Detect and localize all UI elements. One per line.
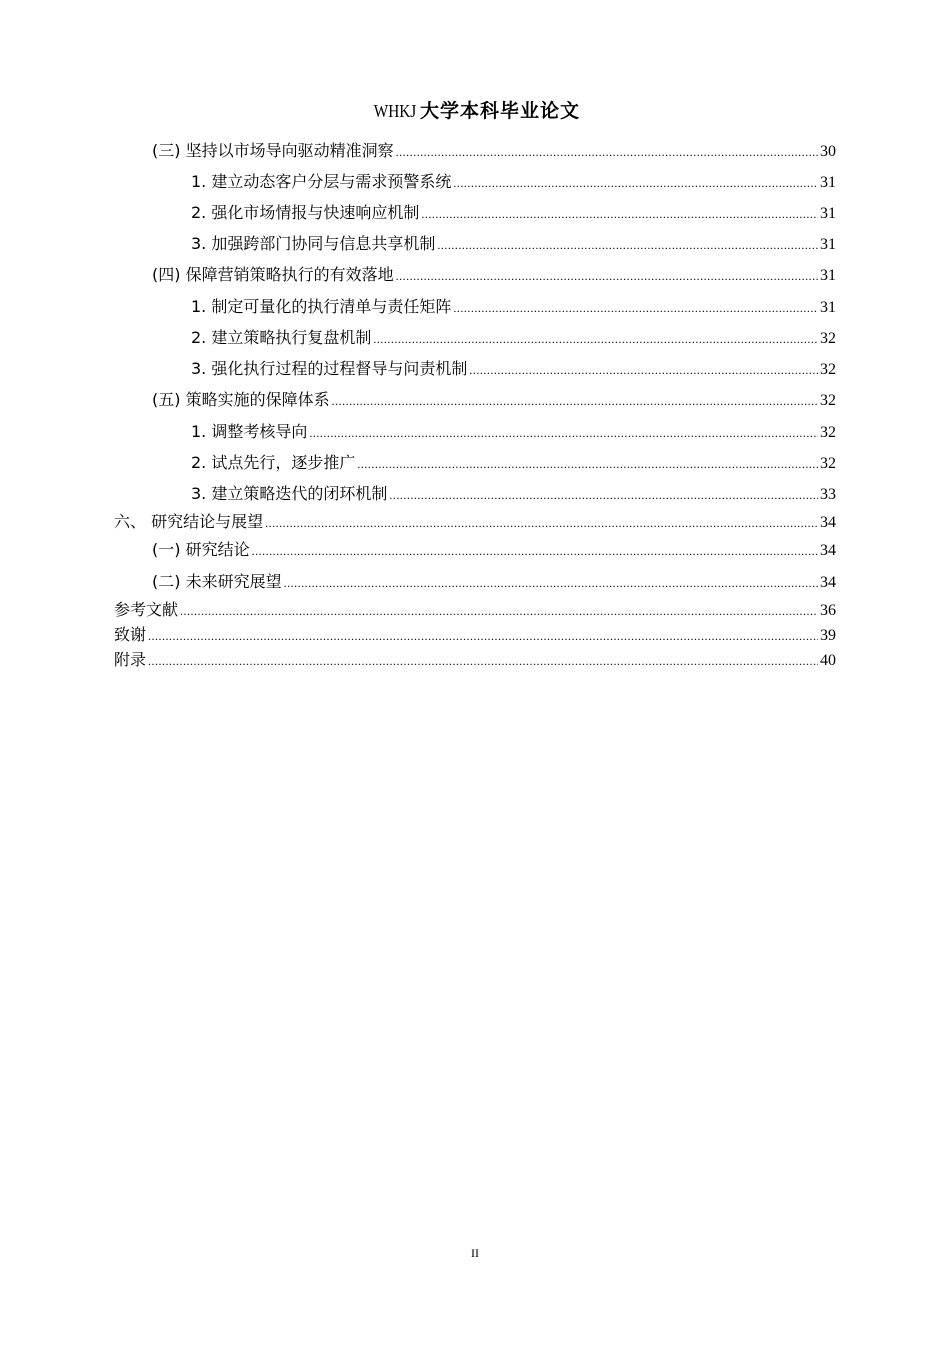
toc-entry-label: 附录 — [114, 650, 147, 669]
toc-entry[interactable] — [191, 297, 836, 318]
header-title-chinese: 大学本科毕业论文 — [419, 100, 580, 122]
toc-leader-dots — [469, 360, 818, 380]
toc-entry-label: 3. 强化执行过程的过程督导与问责机制 — [191, 359, 468, 378]
toc-entry-label: 六、 研究结论与展望 — [114, 512, 264, 531]
toc-entry-label: (四) 保障营销策略执行的有效落地 — [152, 265, 394, 284]
toc-entry[interactable] — [152, 540, 836, 561]
toc-leader-dots — [180, 601, 818, 621]
toc-leader-dots — [332, 391, 818, 411]
toc-leader-dots — [453, 173, 818, 193]
toc-entry-page: 32 — [820, 392, 836, 409]
toc-entry-page: 32 — [820, 455, 836, 472]
toc-entry-page: 34 — [820, 574, 836, 591]
toc-entry-label: 1. 建立动态客户分层与需求预警系统 — [191, 172, 452, 191]
toc-entry-page: 30 — [820, 143, 836, 160]
toc-leader-dots — [284, 573, 818, 593]
toc-leader-dots — [373, 329, 818, 349]
toc-entry-label: 1. 调整考核导向 — [191, 422, 308, 441]
toc-entry-page: 31 — [820, 299, 836, 316]
toc-entry-label: (二) 未来研究展望 — [152, 572, 282, 591]
toc-entry[interactable] — [152, 141, 836, 162]
toc-entry-page: 32 — [820, 361, 836, 378]
toc-entry-page: 31 — [820, 205, 836, 222]
toc-entry[interactable] — [114, 512, 836, 533]
toc-leader-dots — [389, 485, 818, 505]
toc-entry-page: 36 — [820, 602, 836, 619]
toc-leader-dots — [265, 513, 818, 533]
toc-entry-label: 2. 试点先行，逐步推广 — [191, 453, 356, 472]
toc-entry-page: 31 — [820, 267, 836, 284]
toc-leader-dots — [148, 626, 818, 646]
toc-entry-label: 2. 强化市场情报与快速响应机制 — [191, 203, 420, 222]
toc-entry-page: 34 — [820, 542, 836, 559]
toc-leader-dots — [252, 541, 818, 561]
toc-entry-page: 31 — [820, 236, 836, 253]
toc-leader-dots — [421, 204, 818, 224]
toc-entry-label: (三) 坚持以市场导向驱动精准洞察 — [152, 141, 394, 160]
toc-leader-dots — [396, 266, 818, 286]
toc-entry-label: 1. 制定可量化的执行清单与责任矩阵 — [191, 297, 452, 316]
toc-entry[interactable] — [191, 422, 836, 443]
toc-leader-dots — [437, 235, 818, 255]
toc-entry-label: 参考文献 — [114, 600, 179, 619]
toc-leader-dots — [309, 423, 818, 443]
toc-entry-label: (一) 研究结论 — [152, 540, 250, 559]
toc-entry-page: 31 — [820, 174, 836, 191]
toc-entry-label: 3. 加强跨部门协同与信息共享机制 — [191, 234, 436, 253]
toc-entry-page: 32 — [820, 424, 836, 441]
toc-leader-dots — [357, 454, 818, 474]
toc-entry[interactable] — [152, 390, 836, 411]
toc-entry[interactable] — [191, 328, 836, 349]
page-number: II — [471, 1246, 479, 1260]
toc-entry[interactable] — [152, 572, 836, 593]
toc-entry-page: 40 — [820, 652, 836, 669]
toc-entry[interactable] — [114, 600, 836, 621]
toc-entry[interactable] — [114, 650, 836, 671]
toc-entry[interactable] — [191, 484, 836, 505]
toc-entry[interactable] — [191, 203, 836, 224]
toc-entry[interactable] — [191, 172, 836, 193]
toc-leader-dots — [148, 651, 818, 671]
toc-entry-page: 32 — [820, 330, 836, 347]
toc-entry[interactable] — [114, 625, 836, 646]
toc-leader-dots — [396, 142, 818, 162]
toc-entry[interactable] — [191, 453, 836, 474]
toc-entry-label: 3. 建立策略迭代的闭环机制 — [191, 484, 388, 503]
toc-entry-page: 34 — [820, 514, 836, 531]
toc-entry-label: 致谢 — [114, 625, 147, 644]
toc-entry[interactable] — [191, 234, 836, 255]
toc-entry[interactable] — [152, 265, 836, 286]
header-title-latin: WHKJ — [373, 101, 417, 121]
document-header — [0, 96, 950, 123]
toc-entry-label: (五) 策略实施的保障体系 — [152, 390, 330, 409]
toc-entry-page: 33 — [820, 486, 836, 503]
toc-entry[interactable] — [191, 359, 836, 380]
toc-entry-page: 39 — [820, 627, 836, 644]
toc-entry-label: 2. 建立策略执行复盘机制 — [191, 328, 372, 347]
toc-leader-dots — [453, 298, 818, 318]
